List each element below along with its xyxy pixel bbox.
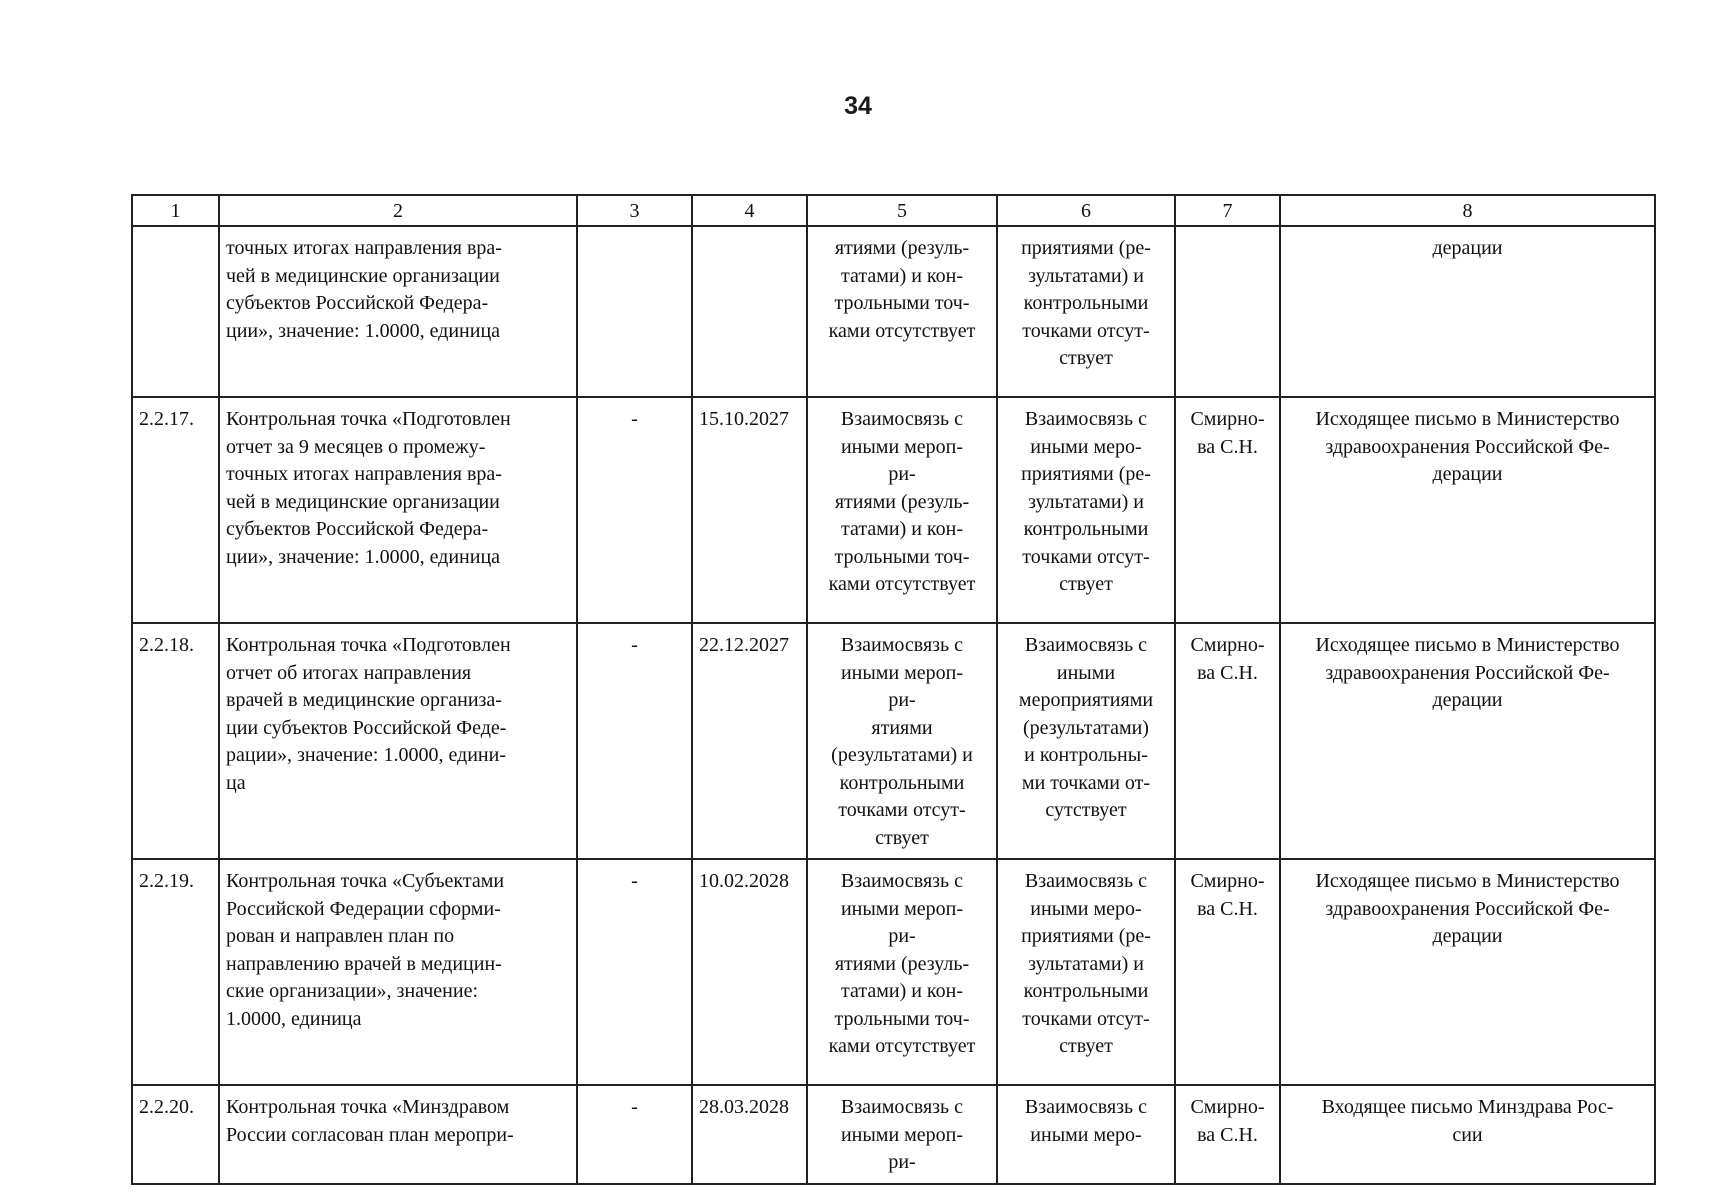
row-number bbox=[132, 226, 219, 397]
deadline-date: 28.03.2028 bbox=[692, 1085, 807, 1184]
row-number: 2.2.20. bbox=[132, 1085, 219, 1184]
table-header-row bbox=[132, 195, 1655, 226]
column-header-2: 2 bbox=[219, 195, 577, 226]
document-type: дерации bbox=[1280, 226, 1655, 397]
table-row bbox=[132, 397, 1655, 623]
row-number: 2.2.18. bbox=[132, 623, 219, 859]
relation-cell-5: Взаимосвязь с иными мероп- ри- ятиями (резуль- татами) и кон- трольными точ- ками отсутствует bbox=[807, 859, 997, 1085]
document-table bbox=[131, 194, 1656, 1185]
relation-cell-5: Взаимосвязь с иными мероп- ри- bbox=[807, 1085, 997, 1184]
control-point-name: Контрольная точка «Субъектами Российской Федерации сформи- рован и направлен план по направлению врачей в медицин- ские организации», значение: 1.0000, единица bbox=[219, 859, 577, 1085]
relation-cell-5: ятиями (резуль- татами) и кон- трольными точ- ками отсутствует bbox=[807, 226, 997, 397]
control-point-name: Контрольная точка «Минздравом России согласован план меропри- bbox=[219, 1085, 577, 1184]
deadline-date: 15.10.2027 bbox=[692, 397, 807, 623]
control-point-name: Контрольная точка «Подготовлен отчет об итогах направления врачей в медицинские организа- ции субъектов Российской Феде- рации», значение: 1.0000, едини- ца bbox=[219, 623, 577, 859]
column-header-3: 3 bbox=[577, 195, 692, 226]
column-3-cell: - bbox=[577, 623, 692, 859]
table-row bbox=[132, 859, 1655, 1085]
relation-cell-6: Взаимосвязь с иными меро- приятиями (ре- зультатами) и контрольными точками отсут- ствует bbox=[997, 397, 1175, 623]
column-header-7: 7 bbox=[1175, 195, 1280, 226]
row-number: 2.2.19. bbox=[132, 859, 219, 1085]
responsible-person: Смирно- ва С.Н. bbox=[1175, 1085, 1280, 1184]
relation-cell-6: Взаимосвязь с иными мероприятиями (результатами) и контрольны- ми точками от- сутствует bbox=[997, 623, 1175, 859]
table-row bbox=[132, 1085, 1655, 1184]
document-type: Исходящее письмо в Министерство здравоохранения Российской Фе- дерации bbox=[1280, 859, 1655, 1085]
relation-cell-6: Взаимосвязь с иными меро- приятиями (ре- зультатами) и контрольными точками отсут- ствует bbox=[997, 859, 1175, 1085]
table-row bbox=[132, 226, 1655, 397]
deadline-date bbox=[692, 226, 807, 397]
column-header-6: 6 bbox=[997, 195, 1175, 226]
row-number: 2.2.17. bbox=[132, 397, 219, 623]
column-3-cell: - bbox=[577, 1085, 692, 1184]
control-point-name: точных итогах направления вра- чей в медицинские организации субъектов Российской Федера- ции», значение: 1.0000, единица bbox=[219, 226, 577, 397]
column-header-1: 1 bbox=[132, 195, 219, 226]
responsible-person: Смирно- ва С.Н. bbox=[1175, 623, 1280, 859]
document-type: Исходящее письмо в Министерство здравоохранения Российской Фе- дерации bbox=[1280, 397, 1655, 623]
column-header-8: 8 bbox=[1280, 195, 1655, 226]
column-header-5: 5 bbox=[807, 195, 997, 226]
control-point-name: Контрольная точка «Подготовлен отчет за 9 месяцев о промежу- точных итогах направления вра- чей в медицинские организации субъектов Российской Федера- ции», значение: 1.0000, единица bbox=[219, 397, 577, 623]
relation-cell-6: приятиями (ре- зультатами) и контрольными точками отсут- ствует bbox=[997, 226, 1175, 397]
column-header-4: 4 bbox=[692, 195, 807, 226]
column-3-cell bbox=[577, 226, 692, 397]
page-number: 34 bbox=[844, 92, 872, 120]
relation-cell-6: Взаимосвязь с иными меро- bbox=[997, 1085, 1175, 1184]
deadline-date: 22.12.2027 bbox=[692, 623, 807, 859]
relation-cell-5: Взаимосвязь с иными мероп- ри- ятиями (резуль- татами) и кон- трольными точ- ками отсутствует bbox=[807, 397, 997, 623]
document-type: Исходящее письмо в Министерство здравоохранения Российской Фе- дерации bbox=[1280, 623, 1655, 859]
deadline-date: 10.02.2028 bbox=[692, 859, 807, 1085]
column-3-cell: - bbox=[577, 859, 692, 1085]
relation-cell-5: Взаимосвязь с иными мероп- ри- ятиями (результатами) и контрольными точками отсут- ствует bbox=[807, 623, 997, 859]
responsible-person bbox=[1175, 226, 1280, 397]
responsible-person: Смирно- ва С.Н. bbox=[1175, 859, 1280, 1085]
table-row bbox=[132, 623, 1655, 859]
responsible-person: Смирно- ва С.Н. bbox=[1175, 397, 1280, 623]
column-3-cell: - bbox=[577, 397, 692, 623]
document-type: Входящее письмо Минздрава Рос- сии bbox=[1280, 1085, 1655, 1184]
